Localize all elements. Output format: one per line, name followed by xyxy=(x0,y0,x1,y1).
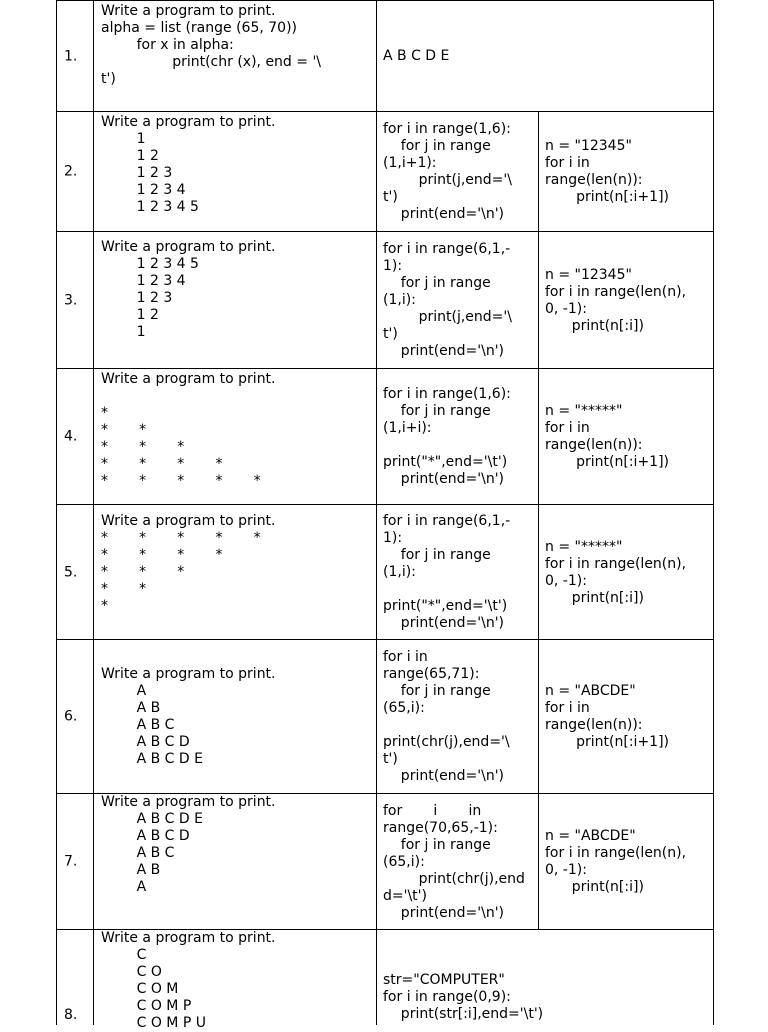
code-line: 0, -1): xyxy=(545,300,587,317)
table-row xyxy=(56,929,714,1031)
code-line: for j in range xyxy=(383,275,491,291)
row-number: 1. xyxy=(64,48,78,64)
code-line: for i in xyxy=(545,155,590,171)
loop-solution-cell xyxy=(376,232,538,369)
code-line: d='\t') xyxy=(383,887,427,904)
task-line: 1 2 3 4 5 xyxy=(101,199,199,215)
task-line: Write a program to print. xyxy=(101,513,276,529)
table-row xyxy=(56,231,714,369)
loop-solution-cell xyxy=(376,640,538,794)
task-cell xyxy=(93,794,376,930)
task-line: A B C D xyxy=(101,828,190,844)
code-line: (65,i): xyxy=(383,700,425,716)
task-line: Write a program to print. xyxy=(101,3,276,19)
task-line: * * * * * xyxy=(101,473,261,489)
code-line: print(n[:i]) xyxy=(545,317,644,334)
task-line: 1 2 3 xyxy=(101,290,173,306)
code-line: print(end='\n') xyxy=(383,904,505,921)
task-line: A B C D E xyxy=(101,811,203,827)
task-line: 1 2 3 4 xyxy=(101,182,186,198)
task-line: A B C xyxy=(101,845,175,861)
task-line: for x in alpha: xyxy=(101,37,234,53)
row-number: 2. xyxy=(64,163,78,180)
task-line xyxy=(101,388,376,405)
code-line: n = "*****" xyxy=(545,538,623,555)
code-line: for i in range(6,1,- xyxy=(383,513,511,529)
code-line: range(len(n)): xyxy=(545,437,643,453)
task-cell xyxy=(93,1,376,112)
row-number: 4. xyxy=(64,428,78,445)
code-line: (1,i): xyxy=(383,564,416,580)
code-line: range(65,71): xyxy=(383,666,480,682)
code-line: for i in range(len(n), xyxy=(545,555,687,572)
task-line: * * * * * xyxy=(101,530,261,546)
code-line: for i in xyxy=(545,700,590,716)
loop-solution-cell xyxy=(376,369,538,505)
code-line: print("*",end='\t') xyxy=(383,454,508,470)
row-number: 3. xyxy=(64,292,78,308)
code-line: 0, -1): xyxy=(545,862,587,878)
code-line: for i in range(len(n), xyxy=(545,283,687,300)
task-line: alpha = list (range (65, 70)) xyxy=(101,20,297,36)
row-number: 8. xyxy=(64,1007,78,1023)
code-line: print(chr(j),end='\ xyxy=(383,734,510,750)
code-line: n = "ABCDE" xyxy=(545,828,636,844)
table-row xyxy=(56,504,714,640)
row-number: 6. xyxy=(64,708,78,725)
table-row xyxy=(56,793,714,930)
code-line: print(end='\n') xyxy=(383,768,505,784)
code-line: for j in range xyxy=(383,138,491,154)
task-line: C O M P xyxy=(101,998,192,1014)
task-line: t') xyxy=(101,71,116,87)
code-line: (1,i): xyxy=(383,292,416,308)
task-line: Write a program to print. xyxy=(101,666,276,682)
task-line: C xyxy=(101,947,147,963)
code-line: for j in range xyxy=(383,683,491,699)
code-line: print("*",end='\t') xyxy=(383,598,508,614)
code-line: print(end='\n') xyxy=(383,206,505,222)
code-line: (65,i): xyxy=(383,853,425,870)
task-line: A B C D xyxy=(101,734,190,750)
code-line: n = "12345" xyxy=(545,266,632,283)
output-cell xyxy=(376,1,714,112)
task-line: * * * xyxy=(101,564,185,580)
task-line: A B xyxy=(101,862,161,878)
task-cell xyxy=(93,232,376,369)
task-line: 1 xyxy=(101,131,146,147)
code-line: range(70,65,-1): xyxy=(383,819,498,836)
slice-solution-cell xyxy=(538,369,714,505)
task-line: Write a program to print. xyxy=(101,930,276,946)
code-line: 0, -1): xyxy=(545,572,587,589)
loop-solution-cell xyxy=(376,505,538,640)
task-line: * * * * xyxy=(101,456,223,472)
code-line: print(chr(j),end xyxy=(383,870,525,887)
code-line: for i in xyxy=(383,649,428,665)
task-line: 1 2 3 4 xyxy=(101,273,186,289)
code-line: for i in range(6,1,- xyxy=(383,241,511,257)
task-cell xyxy=(93,112,376,232)
code-line: (1,i+i): xyxy=(383,420,432,436)
code-line: print(n[:i]) xyxy=(545,589,644,606)
code-line: for i in range(1,6): xyxy=(383,386,511,402)
code-line: print(end='\n') xyxy=(383,615,505,631)
code-line: for i in range(len(n), xyxy=(545,845,687,861)
row-number-cell xyxy=(56,232,93,369)
task-cell xyxy=(93,369,376,505)
slice-solution-cell xyxy=(538,112,714,232)
table-row xyxy=(56,368,714,505)
code-line: for j in range xyxy=(383,836,491,853)
loop-solution-cell xyxy=(376,112,538,232)
task-line: Write a program to print. xyxy=(101,239,276,255)
slice-solution-cell xyxy=(538,505,714,640)
code-line xyxy=(383,581,533,598)
table-row xyxy=(56,111,714,232)
code-line: n = "12345" xyxy=(545,138,632,154)
code-line: print(end='\n') xyxy=(383,343,505,359)
task-cell xyxy=(93,505,376,640)
task-line: 1 2 3 4 5 xyxy=(101,256,199,272)
code-line: range(len(n)): xyxy=(545,172,643,188)
task-line: print(chr (x), end = '\ xyxy=(101,54,322,70)
row-number-cell xyxy=(56,640,93,794)
code-line xyxy=(383,437,533,454)
code-line: (1,i+1): xyxy=(383,155,437,171)
row-number-cell xyxy=(56,794,93,930)
row-number-cell xyxy=(56,505,93,640)
task-line: Write a program to print. xyxy=(101,794,276,810)
code-line: n = "ABCDE" xyxy=(545,683,636,699)
task-line: * xyxy=(101,598,108,614)
row-number: 7. xyxy=(64,853,78,870)
task-line: * xyxy=(101,405,108,421)
code-line: for i in xyxy=(383,802,482,819)
task-line: * * xyxy=(101,422,147,438)
task-line: A B C D E xyxy=(101,751,203,767)
code-line xyxy=(383,717,533,734)
slice-solution-cell xyxy=(538,232,714,369)
code-line: str="COMPUTER" xyxy=(383,972,505,988)
code-line: for j in range xyxy=(383,403,491,419)
task-cell xyxy=(93,930,376,1031)
slice-solution-cell xyxy=(538,640,714,794)
table-row xyxy=(56,639,714,794)
code-line: 1): xyxy=(383,258,403,274)
code-line: print(n[:i+1]) xyxy=(545,454,670,470)
task-line: 1 2 xyxy=(101,307,159,323)
code-line: n = "*****" xyxy=(545,403,623,419)
task-line: 1 2 3 xyxy=(101,165,173,181)
code-line: print(n[:i+1]) xyxy=(545,189,670,205)
code-line: print(n[:i+1]) xyxy=(545,734,670,750)
code-line: for i in xyxy=(545,420,590,436)
row-number-cell xyxy=(56,369,93,505)
task-cell xyxy=(93,640,376,794)
code-line: t') xyxy=(383,751,398,767)
task-line: Write a program to print. xyxy=(101,114,276,130)
code-line: print(n[:i]) xyxy=(545,879,644,895)
code-line: 1): xyxy=(383,530,403,546)
task-line: A xyxy=(101,879,147,895)
task-line: A xyxy=(101,683,147,699)
output-text: A B C D E xyxy=(383,48,450,64)
task-line: Write a program to print. xyxy=(101,371,276,387)
code-line: print(end='\n') xyxy=(383,471,505,487)
solution-cell xyxy=(376,930,714,1025)
table-row xyxy=(56,0,714,112)
row-number-cell xyxy=(56,930,93,1025)
row-number-cell xyxy=(56,1,93,112)
slice-solution-cell xyxy=(538,794,714,930)
code-line: print(j,end='\ xyxy=(383,172,512,188)
code-line: for i in range(1,6): xyxy=(383,121,511,137)
task-line: A B xyxy=(101,700,161,716)
task-line: 1 xyxy=(101,324,146,340)
task-line: 1 2 xyxy=(101,148,159,164)
code-line: print(j,end='\ xyxy=(383,309,512,325)
code-line: for i in range(0,9): xyxy=(383,989,511,1005)
row-number-cell xyxy=(56,112,93,232)
code-line: print(str[:i],end='\t') xyxy=(383,1006,544,1022)
code-line: t') xyxy=(383,189,398,205)
code-line: t') xyxy=(383,326,398,342)
row-number: 5. xyxy=(64,564,78,580)
task-line: * * * * xyxy=(101,547,223,563)
task-line: * * * xyxy=(101,439,185,455)
code-line: for j in range xyxy=(383,547,491,563)
task-line: C O M xyxy=(101,981,179,997)
task-line: * * xyxy=(101,581,147,597)
task-line: C O xyxy=(101,964,162,980)
task-line: C O M P U xyxy=(101,1015,206,1031)
code-line: range(len(n)): xyxy=(545,717,643,733)
loop-solution-cell xyxy=(376,794,538,930)
task-line: A B C xyxy=(101,717,175,733)
